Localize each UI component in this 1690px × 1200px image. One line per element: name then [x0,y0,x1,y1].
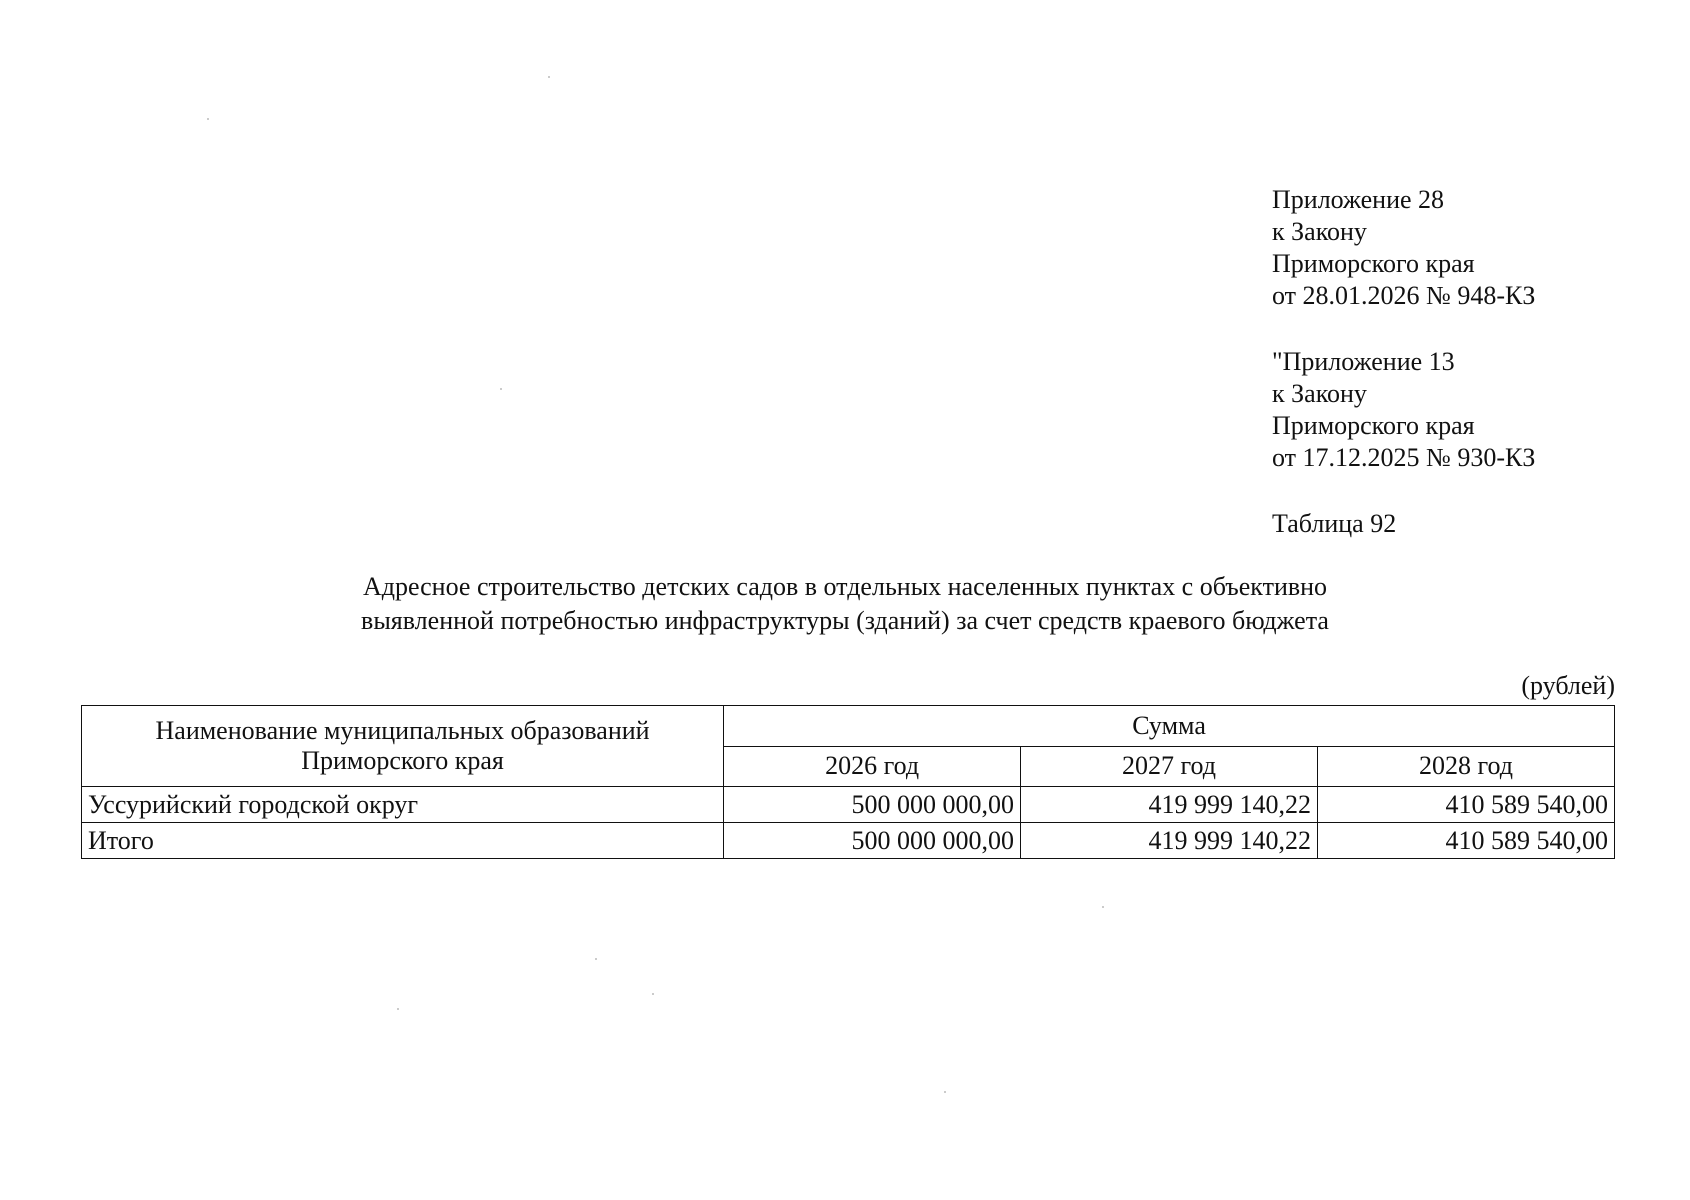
title-line-1: Адресное строительство детских садов в отдельных населенных пунктах с объективно [362,572,1328,601]
table-row [82,787,1615,823]
annex-1-line-4: от 28.01.2026 № 948-КЗ [1272,281,1536,310]
annex-2-line-4: от 17.12.2025 № 930-КЗ [1272,443,1536,472]
header-municipality [82,706,724,787]
title-line-2: выявленной потребностью инфраструктуры (зданий) за счет средств краевого бюджета [361,606,1329,635]
value-2028: 410 589 540,00 [1318,787,1615,823]
header-row-1 [82,706,1615,747]
municipality-name: Уссурийский городской округ [82,787,724,823]
total-label: Итого [82,823,724,859]
scan-speck [595,958,597,960]
scan-speck [500,388,502,390]
annex-1-line-2: к Закону [1272,217,1367,246]
header-year-2027: 2027 год [1021,746,1318,787]
scan-speck [548,76,550,78]
annex-1-line-1: Приложение 28 [1272,185,1445,214]
total-2026: 500 000 000,00 [724,823,1021,859]
annex-block-1 [1272,184,1535,312]
header-sum: Сумма [724,706,1615,747]
value-2026: 500 000 000,00 [724,787,1021,823]
annex-2-line-1: "Приложение 13 [1272,347,1455,376]
scan-speck [397,1008,399,1010]
value-2027: 419 999 140,22 [1021,787,1318,823]
header-municipality-line-1: Наименование муниципальных образований [155,716,650,745]
table-number: Таблица 92 [1272,509,1397,538]
budget-table [81,705,1615,859]
total-2027: 419 999 140,22 [1021,823,1318,859]
scan-speck [652,993,654,995]
header-municipality-line-2: Приморского края [301,746,504,775]
annex-1-line-3: Приморского края [1272,249,1475,278]
header-year-2028: 2028 год [1318,746,1615,787]
units-label: (рублей) [1521,671,1615,700]
document-title [240,570,1450,638]
total-2028: 410 589 540,00 [1318,823,1615,859]
header-year-2026: 2026 год [724,746,1021,787]
annex-2-line-3: Приморского края [1272,411,1475,440]
annex-2-line-2: к Закону [1272,379,1367,408]
total-row [82,823,1615,859]
scan-speck [944,1091,946,1093]
scan-speck [1102,906,1104,908]
annex-block-2 [1272,346,1535,474]
scan-speck [207,118,209,120]
